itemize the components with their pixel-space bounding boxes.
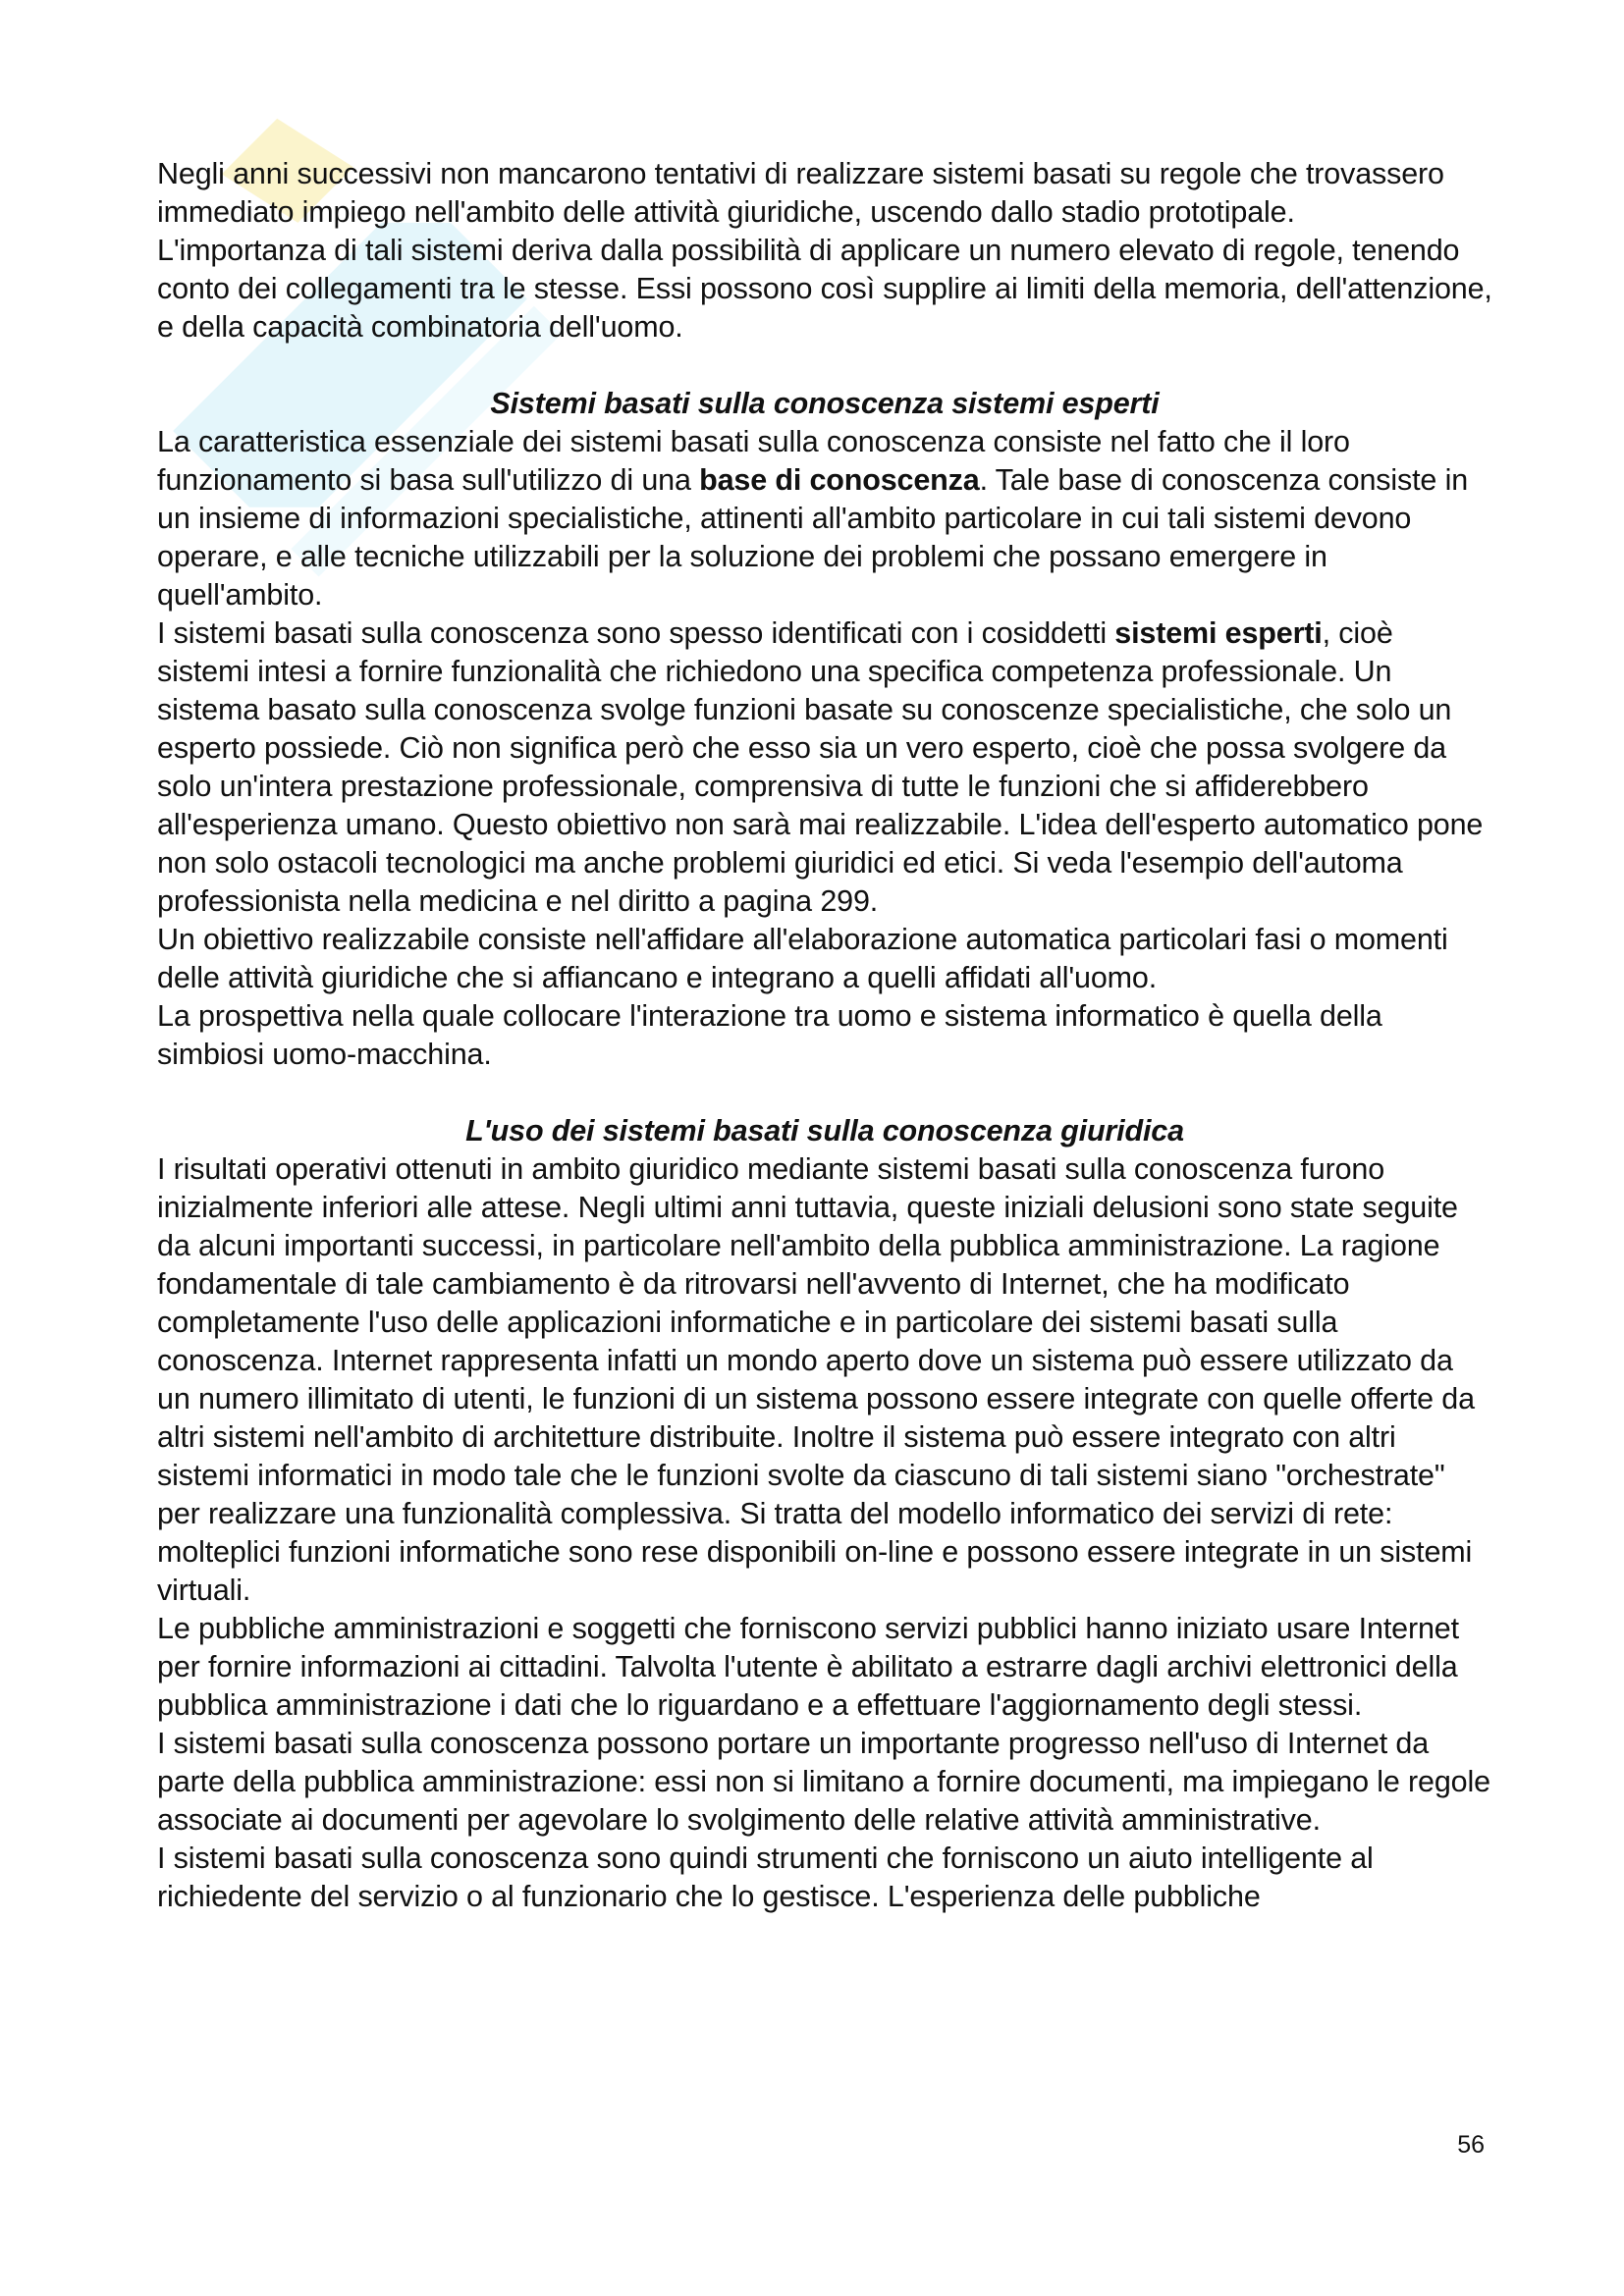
bold-term-base-di-conoscenza: base di conoscenza	[699, 463, 980, 497]
paragraph-4: I sistemi basati sulla conoscenza sono spesso identificati con i cosiddetti sistemi esperti, cioè sistemi intesi a fornire funzionalità che richiedono una specifica competenza professionale. Un sistema basato sulla conoscenza svolge funzioni basate su conoscenze specialistiche, che solo un esperto possiede. Ciò non significa però che esso sia un vero esperto, cioè che possa svolgere da solo un'intera prestazione professionale, comprensiva di tutte le funzioni che si affiderebbero all'esperienza umano. Questo obiettivo non sarà mai realizzabile. L'idea dell'esperto automatico pone non solo ostacoli tecnologici ma anche problemi giuridici ed etici. Si veda l'esempio dell'automa professionista nella medicina e nel diritto a pagina 299.	[157, 616, 1484, 918]
page-number: 56	[1457, 2131, 1485, 2159]
page-content	[157, 155, 1492, 1916]
section-heading-uso-sistemi-giuridici: L'uso dei sistemi basati sulla conoscenza giuridica	[465, 1114, 1184, 1148]
section-heading-sistemi-esperti: Sistemi basati sulla conoscenza sistemi esperti	[490, 387, 1160, 420]
paragraph-8: Le pubbliche amministrazioni e soggetti che forniscono servizi pubblici hanno iniziato usare Internet per fornire informazioni ai cittadini. Talvolta l'utente è abilitato a estrarre dagli archivi elettronici della pubblica amministrazione i dati che lo riguardano e a effettuare l'aggiornamento degli stessi.	[157, 1612, 1459, 1722]
paragraph-2: L'importanza di tali sistemi deriva dalla possibilità di applicare un numero elevato di regole, tenendo conto dei collegamenti tra le stesse. Essi possono così supplire ai limiti della memoria, dell'attenzione, e della capacità combinatoria dell'uomo.	[157, 234, 1492, 344]
paragraph-9: I sistemi basati sulla conoscenza possono portare un importante progresso nell'uso di Internet da parte della pubblica amministrazione: essi non si limitano a fornire documenti, ma impiegano le regole associate ai documenti per agevolare lo svolgimento delle relative attività amministrative.	[157, 1727, 1490, 1837]
paragraph-5: Un obiettivo realizzabile consiste nell'affidare all'elaborazione automatica particolari fasi o momenti delle attività giuridiche che si affiancano e integrano a quelli affidati all'uomo.	[157, 923, 1448, 994]
paragraph-6: La prospettiva nella quale collocare l'interazione tra uomo e sistema informatico è quella della simbiosi uomo-macchina.	[157, 999, 1382, 1071]
bold-term-sistemi-esperti: sistemi esperti	[1114, 616, 1323, 650]
paragraph-7: I risultati operativi ottenuti in ambito giuridico mediante sistemi basati sulla conoscenza furono inizialmente inferiori alle attese. Negli ultimi anni tuttavia, queste iniziali delusioni sono state seguite da alcuni importanti successi, in particolare nell'ambito della pubblica amministrazione. La ragione fondamentale di tale cambiamento è da ritrovarsi nell'avvento di Internet, che ha modificato completamente l'uso delle applicazioni informatiche e in particolare dei sistemi basati sulla conoscenza. Internet rappresenta infatti un mondo aperto dove un sistema può essere utilizzato da un numero illimitato di utenti, le funzioni di un sistema possono essere integrate con quelle offerte da altri sistemi nell'ambito di architetture distribuite. Inoltre il sistema può essere integrato con altri sistemi informatici in modo tale che le funzioni svolte da ciascuno di tali sistemi siano "orchestrate" per realizzare una funzionalità complessiva. Si tratta del modello informatico dei servizi di rete: molteplici funzioni informatiche sono rese disponibili on-line e possono essere integrate in un sistemi virtuali.	[157, 1152, 1475, 1607]
paragraph-1: Negli anni successivi non mancarono tentativi di realizzare sistemi basati su regole che trovassero immediato impiego nell'ambito delle attività giuridiche, uscendo dallo stadio prototipale.	[157, 157, 1444, 229]
paragraph-10: I sistemi basati sulla conoscenza sono quindi strumenti che forniscono un aiuto intelligente al richiedente del servizio o al funzionario che lo gestisce. L'esperienza delle pubbliche	[157, 1842, 1374, 1913]
paragraph-3: La caratteristica essenziale dei sistemi basati sulla conoscenza consiste nel fatto che il loro funzionamento si basa sull'utilizzo di una base di conoscenza. Tale base di conoscenza consiste in un insieme di informazioni specialistiche, attinenti all'ambito particolare in cui tali sistemi devono operare, e alle tecniche utilizzabili per la soluzione dei problemi che possano emergere in quell'ambito.	[157, 425, 1469, 612]
